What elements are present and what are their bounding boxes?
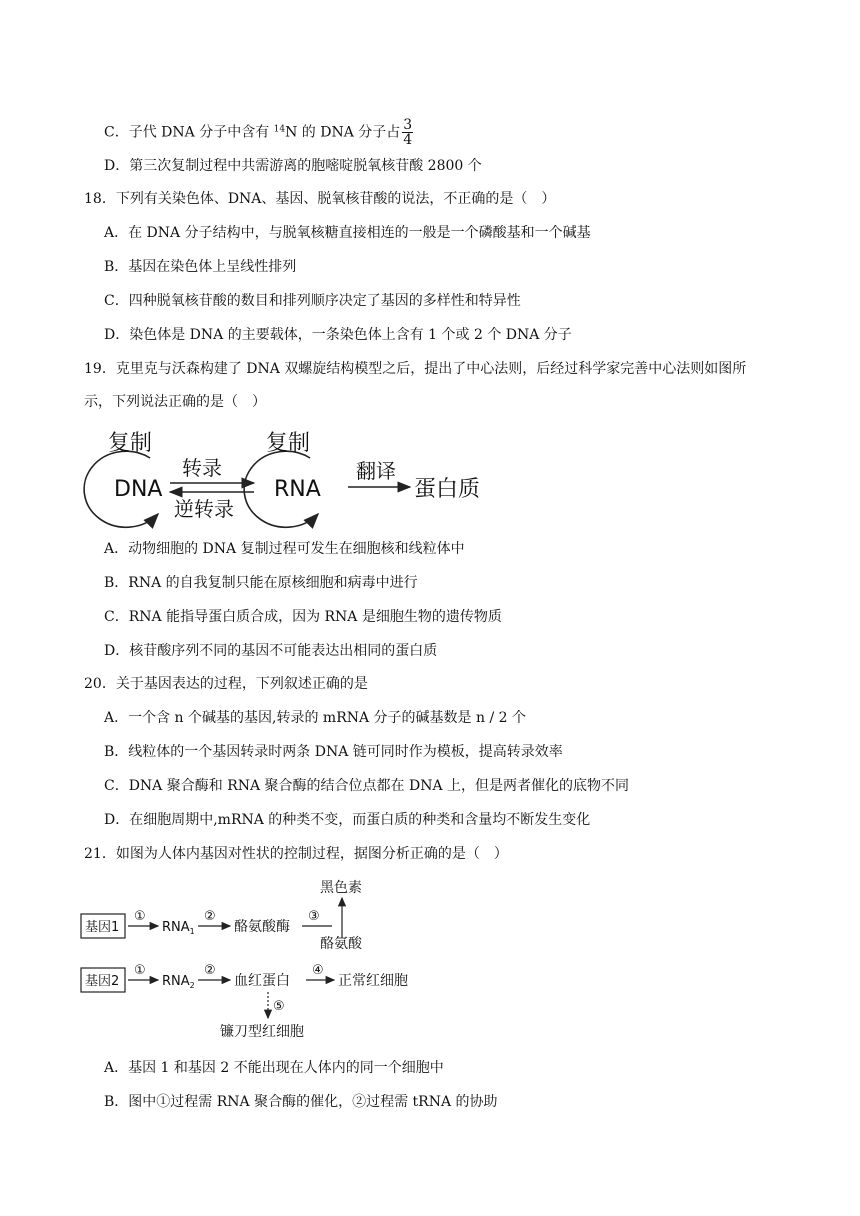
row1-step2: ② [204, 909, 216, 924]
q20-option-a: A．一个含 n 个碱基的基因,转录的 mRNA 分子的碱基数是 n / 2 个 [104, 710, 526, 726]
gene2-label: 基因2 [85, 974, 120, 989]
q20-option-d: D．在细胞周期中,mRNA 的种类不变，而蛋白质的种类和含量均不断发生变化 [104, 812, 591, 828]
row1-melanin: 黑色素 [320, 880, 362, 896]
q20-stem: 20．关于基因表达的过程，下列叙述正确的是 [84, 676, 368, 692]
q19-option-d: D．核苷酸序列不同的基因不可能表达出相同的蛋白质 [104, 643, 438, 659]
q20-option-b: B．线粒体的一个基因转录时两条 DNA 链可同时作为模板，提高转录效率 [104, 744, 563, 760]
label-transcribe: 转录 [182, 456, 222, 480]
q19-option-a: A．动物细胞的 DNA 复制过程可发生在细胞核和线粒体中 [104, 541, 465, 557]
row2-step1: ① [134, 963, 146, 978]
row1-step1: ① [134, 909, 146, 924]
label-replicate-right: 复制 [266, 431, 311, 456]
label-rna: RNA [274, 477, 321, 502]
central-dogma-diagram [80, 420, 500, 530]
q18-stem: 18．下列有关染色体、DNA、基因、脱氧核苷酸的说法，不正确的是（ ） [84, 191, 556, 207]
q21-option-b: B．图中①过程需 RNA 聚合酶的催化，②过程需 tRNA 的协助 [104, 1094, 498, 1110]
row2-sickle-rbc: 镰刀型红细胞 [220, 1024, 304, 1040]
row1-rna: $RNA_1$ [162, 920, 195, 936]
row2-step2: ② [204, 963, 216, 978]
q18-option-c: C．四种脱氧核苷酸的数目和排列顺序决定了基因的多样性和特异性 [104, 293, 521, 309]
label-replicate-left: 复制 [108, 431, 153, 456]
q19-stem-line2: 示，下列说法正确的是（ ） [84, 394, 266, 410]
label-translate: 翻译 [356, 459, 396, 483]
row2-rna: $RNA_2$ [162, 974, 195, 990]
q18-option-a: A．在 DNA 分子结构中，与脱氧核糖直接相连的一般是一个磷酸基和一个碱基 [104, 225, 591, 241]
q19-option-c: C．RNA 能指导蛋白质合成，因为 RNA 是细胞生物的遗传物质 [104, 609, 502, 625]
q17-option-d: D．第三次复制过程中共需游离的胞嘧啶脱氧核苷酸 2800 个 [104, 158, 482, 174]
q17-option-c: C．子代 DNA 分子中含有 $^{14}$N 的 DNA 分子占 $\frac{3}{4}$ [104, 117, 413, 148]
gene1-label: 基因1 [85, 920, 120, 935]
q20-option-c: C．DNA 聚合酶和 RNA 聚合酶的结合位点都在 DNA 上，但是两者催化的底物不同 [104, 778, 630, 794]
row1-enzyme: 酪氨酸酶 [234, 919, 290, 935]
row2-normal-rbc: 正常红细胞 [338, 973, 408, 989]
row2-step4: ④ [312, 963, 324, 978]
label-dna: DNA [114, 477, 163, 502]
q18-option-d: D．染色体是 DNA 的主要载体，一条染色体上含有 1 个或 2 个 DNA 分子 [104, 327, 572, 343]
q19-option-b: B．RNA 的自我复制只能在原核细胞和病毒中进行 [104, 575, 418, 591]
row2-hemoglobin: 血红蛋白 [234, 973, 290, 989]
row1-step3: ③ [308, 909, 320, 924]
q18-option-b: B．基因在染色体上呈线性排列 [104, 259, 297, 275]
label-protein: 蛋白质 [414, 477, 481, 502]
fraction: $\frac{3}{4}$ [403, 117, 413, 148]
q19-stem-line1: 19．克里克与沃森构建了 DNA 双螺旋结构模型之后，提出了中心法则，后经过科学家完善中心法则如图所 [84, 361, 747, 377]
label-reverse: 逆转录 [174, 497, 234, 521]
gene-control-diagram [80, 876, 440, 1046]
q21-stem: 21．如图为人体内基因对性状的控制过程，据图分析正确的是（ ） [84, 846, 508, 862]
row2-step5: ⑤ [273, 999, 285, 1014]
q21-option-a: A．基因 1 和基因 2 不能出现在人体内的同一个细胞中 [104, 1060, 444, 1076]
row1-tyrosine: 酪氨酸 [320, 936, 362, 952]
